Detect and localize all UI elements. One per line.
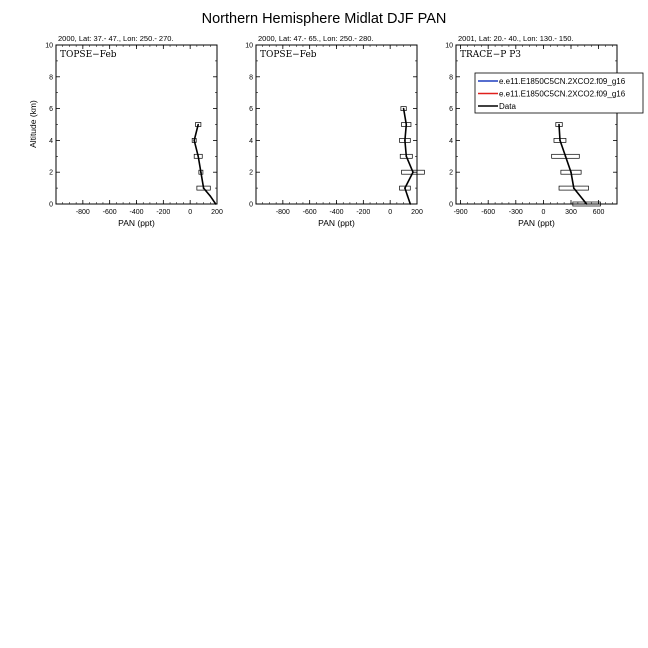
legend-label: Data	[499, 102, 516, 111]
y-tick-label: 4	[49, 137, 53, 145]
x-tick-label: -900	[453, 209, 468, 216]
y-tick-label: 0	[449, 201, 453, 209]
panel-header: 2001, Lat: 20.- 40., Lon: 130.- 150.	[458, 34, 574, 43]
data-point	[193, 140, 195, 142]
y-axis-label: Altitude (km)	[28, 100, 38, 148]
legend-label: e.e11.E1850C5CN.2XCO2.f09_g16	[499, 77, 626, 86]
y-tick-label: 8	[449, 74, 453, 82]
y-tick-label: 10	[445, 42, 453, 50]
y-tick-label: 10	[245, 42, 253, 50]
data-point	[558, 124, 560, 126]
y-tick-label: 6	[49, 106, 53, 114]
x-tick-label: -200	[156, 209, 171, 216]
y-tick-label: 2	[49, 169, 53, 177]
x-tick-label: 200	[211, 209, 223, 216]
y-tick-label: 2	[449, 169, 453, 177]
data-point	[215, 203, 217, 205]
x-tick-label: -600	[102, 209, 117, 216]
data-point	[586, 203, 588, 205]
data-point	[197, 124, 199, 126]
y-tick-label: 10	[45, 42, 53, 50]
x-tick-label: 600	[592, 209, 605, 216]
y-tick-label: 0	[249, 201, 253, 209]
x-tick-label: 300	[565, 209, 577, 216]
data-point	[404, 140, 406, 142]
data-point	[412, 171, 414, 173]
x-tick-label: 0	[188, 209, 193, 216]
x-tick-label: -200	[356, 209, 371, 216]
x-tick-label: -800	[75, 209, 90, 216]
data-point	[405, 156, 407, 158]
data-point	[203, 187, 205, 189]
data-point	[407, 195, 409, 197]
y-tick-label: 2	[249, 169, 253, 177]
data-point	[197, 156, 199, 158]
data-point	[405, 124, 407, 126]
x-tick-label: 0	[388, 209, 393, 216]
data-point	[573, 187, 575, 189]
panel-header: 2000, Lat: 47.- 65., Lon: 250.- 280.	[258, 34, 374, 43]
x-tick-label: -400	[329, 209, 344, 216]
data-point	[565, 156, 567, 158]
y-tick-label: 4	[249, 137, 253, 145]
x-tick-label: -300	[508, 209, 523, 216]
x-axis-label: PAN (ppt)	[318, 218, 355, 228]
y-tick-label: 6	[449, 106, 453, 114]
y-tick-label: 8	[249, 74, 253, 82]
y-tick-label: 8	[49, 74, 53, 82]
x-axis-label: PAN (ppt)	[118, 218, 155, 228]
panel-label: TRACE−P P3	[460, 50, 521, 60]
data-point	[209, 195, 211, 197]
panel-header: 2000, Lat: 37.- 47., Lon: 250.- 270.	[58, 34, 174, 43]
data-point	[559, 140, 561, 142]
y-tick-label: 4	[449, 137, 453, 145]
panel-label: TOPSE−Feb	[260, 50, 317, 60]
legend	[475, 73, 643, 113]
x-tick-label: -400	[129, 209, 144, 216]
x-tick-label: -600	[481, 209, 496, 216]
data-point	[570, 171, 572, 173]
x-tick-label: 0	[541, 209, 546, 216]
legend-label: e.e11.E1850C5CN.2XCO2.f09_g16	[499, 89, 626, 99]
data-point	[200, 171, 202, 173]
x-axis-label: PAN (ppt)	[518, 218, 555, 228]
data-point	[404, 187, 406, 189]
data-point	[403, 108, 405, 110]
y-tick-label: 0	[49, 201, 53, 209]
y-tick-label: 6	[249, 106, 253, 114]
panel-label: TOPSE−Feb	[60, 50, 117, 60]
figure-title: Northern Hemisphere Midlat DJF PAN	[201, 11, 447, 27]
x-tick-label: -800	[275, 209, 290, 216]
data-point	[409, 203, 411, 205]
x-tick-label: -600	[302, 209, 317, 216]
x-tick-label: 200	[411, 209, 423, 216]
